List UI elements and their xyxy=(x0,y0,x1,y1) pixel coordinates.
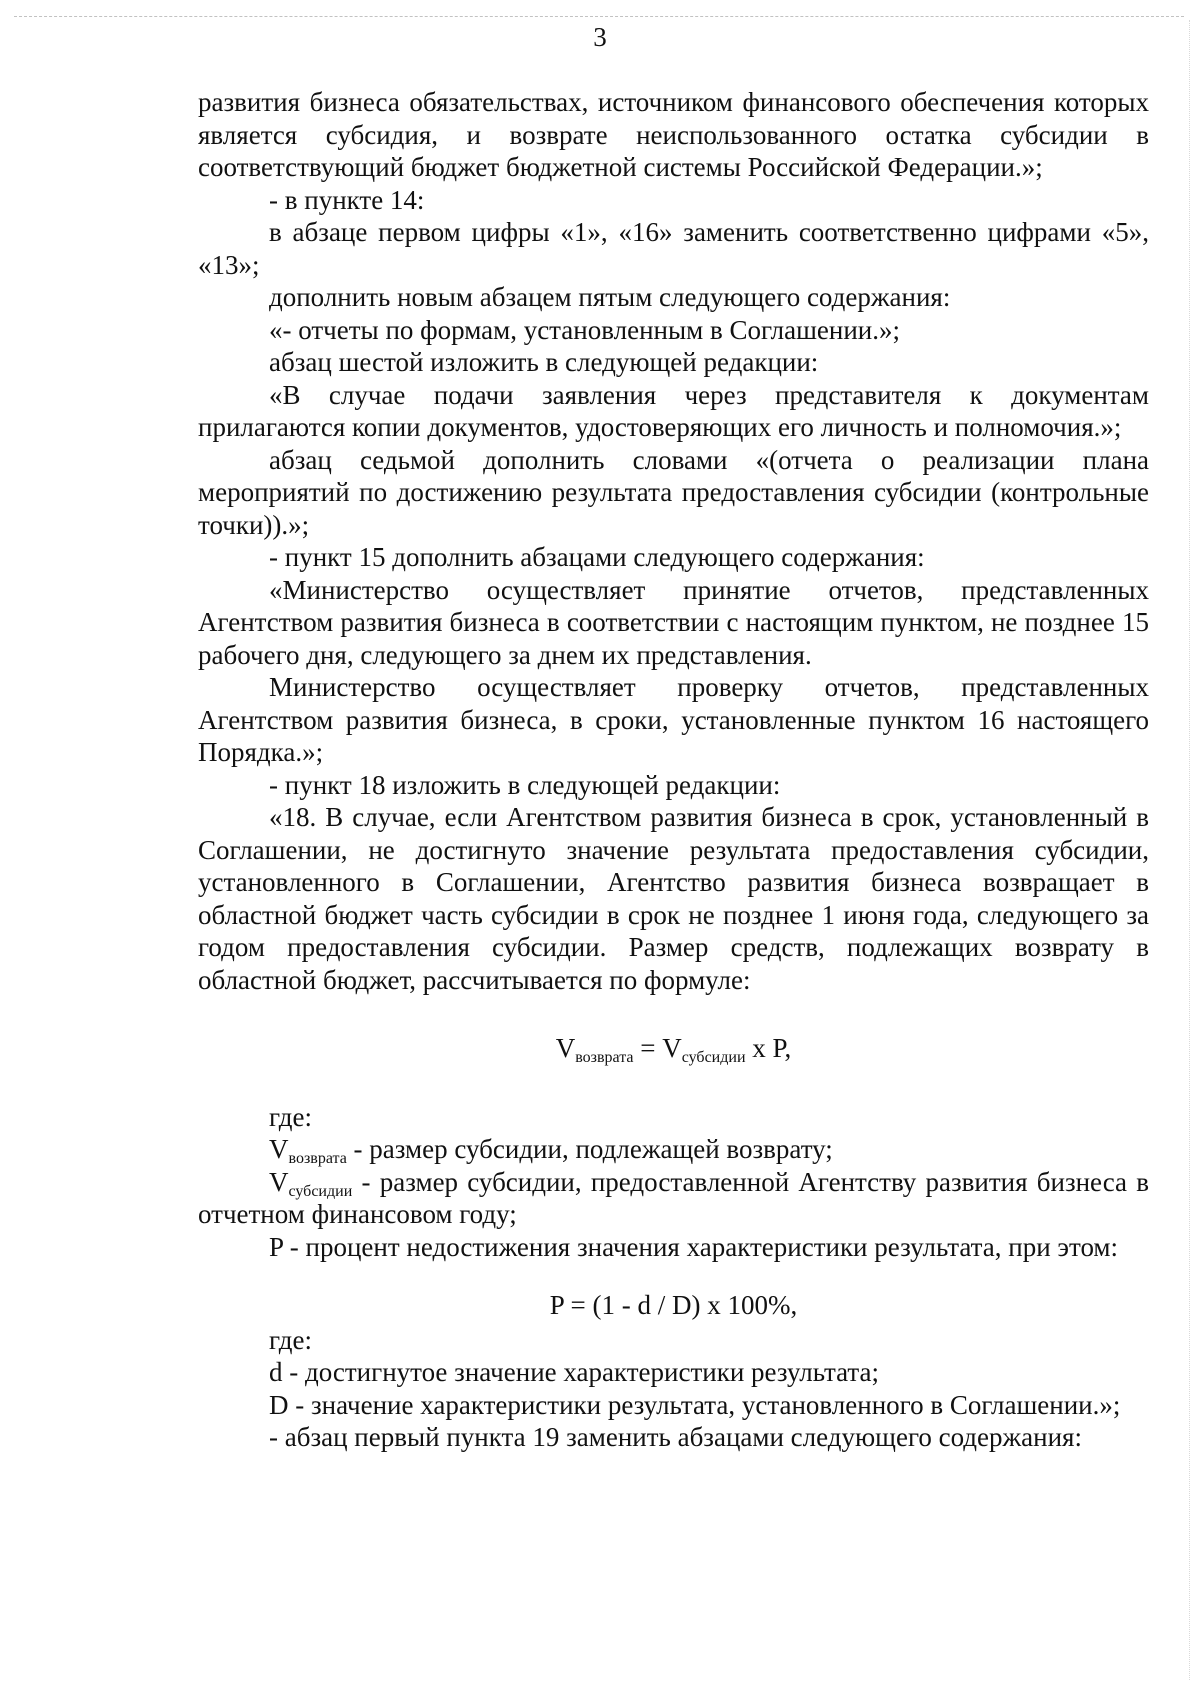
where-label: где: xyxy=(269,1324,312,1355)
scan-right-edge xyxy=(1189,20,1190,1680)
definition-text: - размер субсидии, подлежащей возврату; xyxy=(346,1134,833,1164)
formula-symbol-v: V xyxy=(555,1033,576,1063)
definition-subscript: возврата xyxy=(288,1150,347,1167)
formula-symbol-v: V xyxy=(662,1033,682,1063)
definition-symbol: V xyxy=(269,1166,289,1197)
definition-d-big: D - значение характеристики результата, установленного в Соглашении.»; xyxy=(269,1389,1121,1420)
paragraph: - в пункте 14: xyxy=(269,184,425,215)
formula-equals: = xyxy=(633,1033,663,1063)
document-body xyxy=(198,86,1149,1454)
formula-return-amount xyxy=(198,1032,1149,1065)
paragraph: Министерство осуществляет проверку отчетов, представленных Агентством развития бизнеса, в сроки, установленные пунктом 16 настоящего Порядка.»; xyxy=(198,672,1149,767)
definition-symbol: V xyxy=(269,1134,289,1164)
definition-text: - размер субсидии, предоставленной Агентству развития бизнеса в отчетном финансовом году; xyxy=(198,1166,1149,1229)
paragraph: «В случае подачи заявления через представителя к документам прилагаются копии документов, удостоверяющих его личность и полномочия.»; xyxy=(198,379,1149,442)
paragraph: «18. В случае, если Агентством развития бизнеса в срок, установленный в Соглашении, не достигнуто значение результата предоставления субсидии, установленного в Соглашении, Агентство развития бизнеса возвращает в областной бюджет часть субсидии в срок не позднее 1 июня года, следующего за годом предоставления субсидии. Размер средств, подлежащих возврату в областной бюджет, рассчитывается по формуле: xyxy=(198,802,1149,995)
paragraph: развития бизнеса обязательствах, источником финансового обеспечения которых является субсидия, и возврате неиспользованного остатка субсидии в соответствующий бюджет бюджетной системы Российской Федерации.»; xyxy=(198,87,1149,182)
paragraph: абзац седьмой дополнить словами «(отчета о реализации плана мероприятий по достижению результата предоставления субсидии (контрольные точки)).»; xyxy=(198,444,1149,540)
paragraph: дополнить новым абзацем пятым следующего содержания: xyxy=(269,282,951,312)
formula-subscript-return: возврата xyxy=(575,1049,634,1066)
formula-subscript-subsidy: субсидии xyxy=(681,1049,746,1066)
definition-v-subsidy xyxy=(198,1166,1149,1231)
formula-percent: P = (1 - d / D) x 100%, xyxy=(549,1290,798,1320)
definition-d-small: d - достигнутое значение характеристики результата; xyxy=(269,1357,880,1387)
paragraph: «Министерство осуществляет принятие отчетов, представленных Агентством развития бизнеса в соответствии с настоящим пунктом, не позднее 15 рабочего дня, следующего за днем их представления. xyxy=(198,574,1149,670)
page-number: 3 xyxy=(593,22,607,52)
definition-subscript: субсидии xyxy=(288,1182,353,1200)
paragraph-last: - абзац первый пункта 19 заменить абзацами следующего содержания: xyxy=(269,1422,1082,1452)
formula-tail: x P, xyxy=(745,1033,792,1063)
paragraph: в абзаце первом цифры «1», «16» заменить соответственно цифрами «5», «13»; xyxy=(198,217,1149,280)
scan-top-edge xyxy=(14,16,1184,17)
paragraph: - пункт 18 изложить в следующей редакции: xyxy=(269,769,781,800)
paragraph: «- отчеты по формам, установленным в Соглашении.»; xyxy=(269,314,901,345)
paragraph: абзац шестой изложить в следующей редакции: xyxy=(269,347,819,377)
paragraph: - пункт 15 дополнить абзацами следующего содержания: xyxy=(269,542,925,572)
where-label: где: xyxy=(269,1101,312,1132)
definition-p: P - процент недостижения значения характеристики результата, при этом: xyxy=(269,1231,1119,1262)
definition-v-return xyxy=(198,1133,1149,1166)
